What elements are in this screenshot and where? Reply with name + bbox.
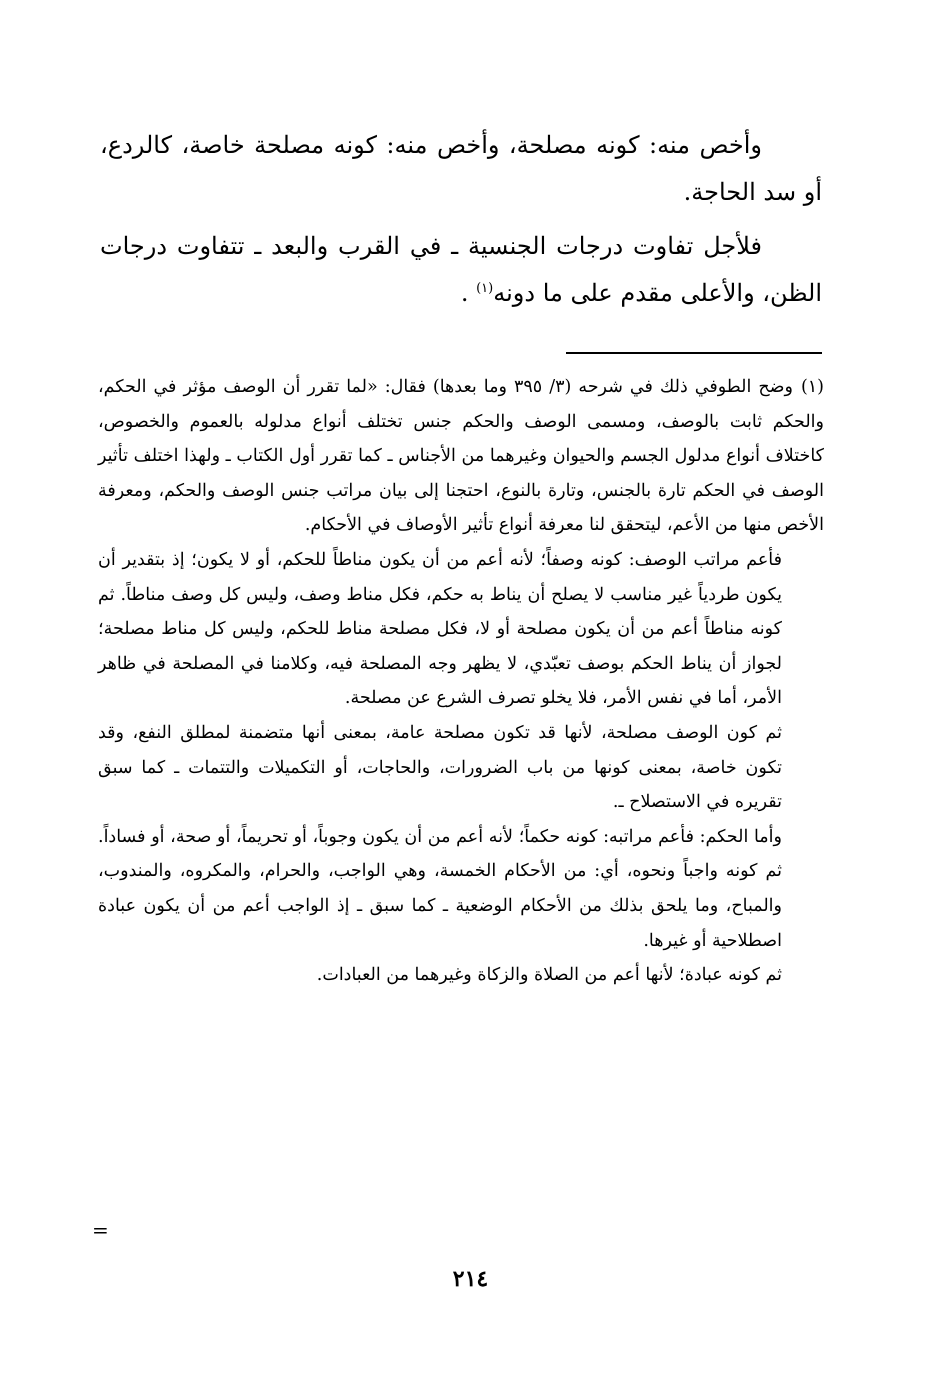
page-number: ٢١٤: [452, 1266, 489, 1292]
footnotes-section: [98, 370, 824, 993]
main-paragraph-1: وأخص منه: كونه مصلحة، وأخص منه: كونه مصلحة خاصة، كالردع، أو سد الحاجة.: [100, 131, 822, 206]
footnote-paragraph-3: ثم كون الوصف مصلحة، لأنها قد تكون مصلحة عامة، بمعنى أنها متضمنة لمطلق النفع، وقد تكون خاصة، بمعنى كونها من باب الضرورات، والحاجات، أو التكميلات والتتمات ـ كما سبق تقريره في الاستصلاح ـ.: [98, 722, 782, 813]
footnote-continues-mark: =: [92, 1218, 109, 1242]
main-paragraph-2: [100, 223, 822, 317]
footnote-reference[interactable]: (١): [476, 281, 494, 296]
footnote-paragraph-5: ثم كونه عبادة؛ لأنها أعم من الصلاة والزكاة وغيرهما من العبادات.: [316, 965, 782, 986]
footnote-separator-rule: [566, 352, 822, 354]
footnote-number: (١): [800, 377, 824, 397]
main-paragraph-2-end: .: [460, 279, 469, 307]
main-text: [100, 122, 822, 324]
footnote-paragraph-2: فأعم مراتب الوصف: كونه وصفاً؛ لأنه أعم من أن يكون مناطاً للحكم، أو لا يكون؛ إذ بتقدير أن يكون طردياً غير مناسب لا يصلح أن يناط به حكم، فكل مناط وصف، وليس كل وصف مناطاً. ثم كونه مناطاً أعم من أن يكون مصلحة أو لا، فكل مصلحة مناط للحكم، وليس كل مناط مصلحة؛ لجواز أن يناط الحكم بوصف تعبّدي، لا يظهر وجه المصلحة فيه، وكلامنا في المصلحة في ظاهر الأمر، أما في نفس الأمر، فلا يخلو تصرف الشرع عن مصلحة.: [98, 549, 782, 709]
footnote-paragraph-4: وأما الحكم: فأعم مراتبه: كونه حكماً؛ لأنه أعم من أن يكون وجوباً، أو تحريماً، أو صحة، أو فساداً. ثم كونه واجباً ونحوه، أي: من الأحكام الخمسة، وهي الواجب، والحرام، والمكروه، والمندوب، والمباح، وما يلحق بذلك من الأحكام الوضعية ـ كما سبق ـ إذ الواجب أعم من أن يكون عبادة اصطلاحية أو غيرها.: [98, 826, 782, 951]
footnote-paragraph-1: [98, 370, 824, 543]
footnote-paragraph-1-text: وضح الطوفي ذلك في شرحه (٣/ ٣٩٥ وما بعدها) فقال: «لما تقرر أن الوصف مؤثر في الحكم، والحكم ثابت بالوصف، ومسمى الوصف والحكم جنس تختلف أنواع مدلوله بالعموم والخصوص، كاختلاف أنواع مدلول الجسم والحيوان وغيرهما من الأجناس ـ كما تقرر أول الكتاب ـ ولهذا اختلف تأثير الوصف في الحكم تارة بالجنس، وتارة بالنوع، احتجنا إلى بيان مراتب جنس الوصف والحكم، ومعرفة الأخص منها من الأعم، ليتحقق لنا معرفة أنواع تأثير الأوصاف في الأحكام.: [98, 377, 825, 536]
main-paragraph-2-text: فلأجل تفاوت درجات الجنسية ـ في القرب والبعد ـ تتفاوت درجات الظن، والأعلى مقدم على ما دونه: [100, 232, 822, 307]
